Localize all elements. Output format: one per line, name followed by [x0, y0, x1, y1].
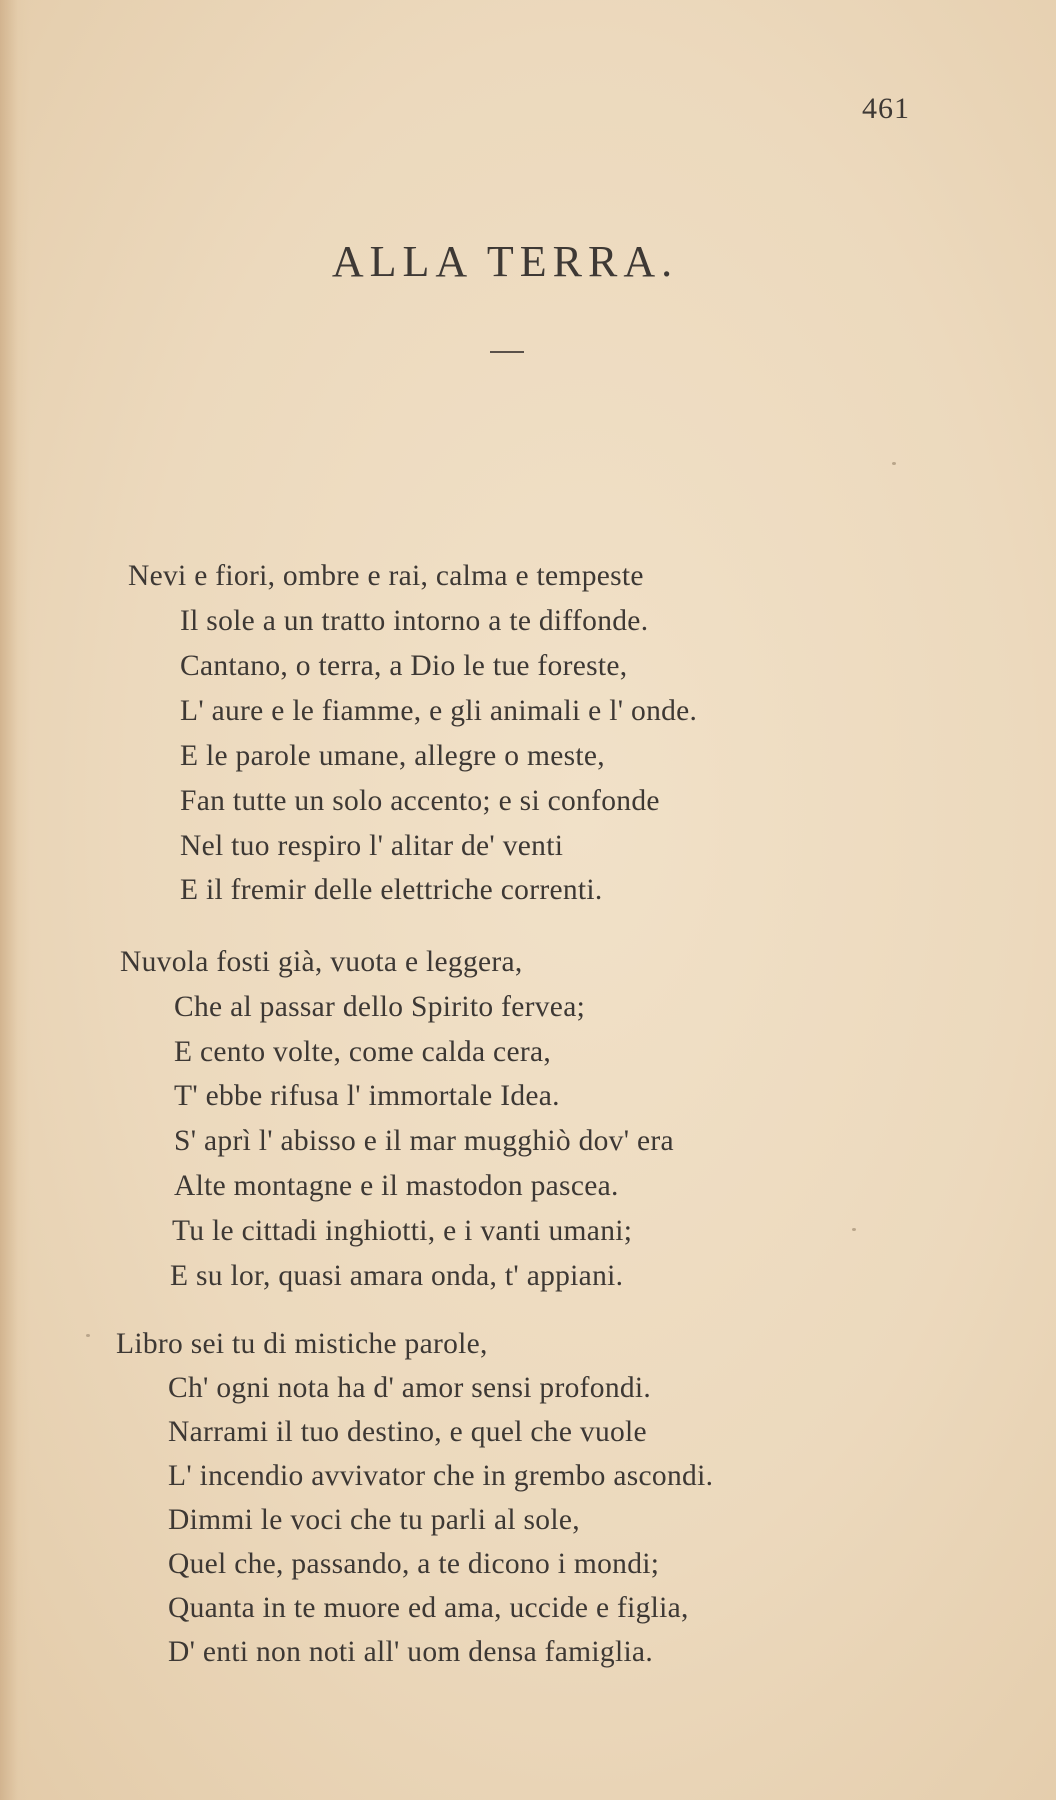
- verse-line: T' ebbe rifusa l' immortale Idea.: [174, 1080, 560, 1112]
- paper-speck: [852, 1228, 856, 1231]
- verse-line: D' enti non noti all' uom densa famiglia.: [168, 1636, 654, 1668]
- paper-speck: [892, 462, 896, 465]
- verse-line: L' incendio avvivator che in grembo ascondi.: [168, 1460, 714, 1492]
- title-divider: [490, 351, 524, 353]
- verse-line: L' aure e le fiamme, e gli animali e l' onde.: [180, 695, 698, 727]
- verse-line: Libro sei tu di mistiche parole,: [116, 1328, 488, 1360]
- verse-line: Tu le cittadi inghiotti, e i vanti umani;: [172, 1215, 633, 1247]
- poem-title: ALLA TERRA.: [331, 237, 679, 286]
- verse-line: Alte montagne e il mastodon pascea.: [174, 1170, 619, 1202]
- verse-line: Narrami il tuo destino, e quel che vuole: [168, 1416, 647, 1448]
- paper-speck: [86, 1334, 90, 1337]
- verse-line: Fan tutte un solo accento; e si confonde: [180, 785, 660, 817]
- verse-line: S' aprì l' abisso e il mar mugghiò dov' era: [174, 1125, 674, 1157]
- verse-line: E su lor, quasi amara onda, t' appiani.: [170, 1260, 624, 1292]
- verse-line: Nuvola fosti già, vuota e leggera,: [120, 946, 523, 978]
- verse-line: E il fremir delle elettriche correnti.: [180, 874, 603, 906]
- verse-line: Dimmi le voci che tu parli al sole,: [168, 1504, 580, 1536]
- verse-line: Che al passar dello Spirito fervea;: [174, 991, 586, 1023]
- verse-line: Quel che, passando, a te dicono i mondi;: [168, 1548, 660, 1580]
- verse-line: Nevi e fiori, ombre e rai, calma e tempeste: [128, 560, 644, 592]
- verse-line: Ch' ogni nota ha d' amor sensi profondi.: [168, 1372, 652, 1404]
- verse-line: E cento volte, come calda cera,: [174, 1036, 552, 1068]
- page-number: 461: [862, 92, 910, 125]
- verse-line: Nel tuo respiro l' alitar de' venti: [180, 830, 564, 862]
- verse-line: Cantano, o terra, a Dio le tue foreste,: [180, 650, 628, 682]
- verse-line: E le parole umane, allegre o meste,: [180, 740, 605, 772]
- verse-line: Quanta in te muore ed ama, uccide e figlia,: [168, 1592, 689, 1624]
- verse-line: Il sole a un tratto intorno a te diffonde.: [180, 605, 649, 637]
